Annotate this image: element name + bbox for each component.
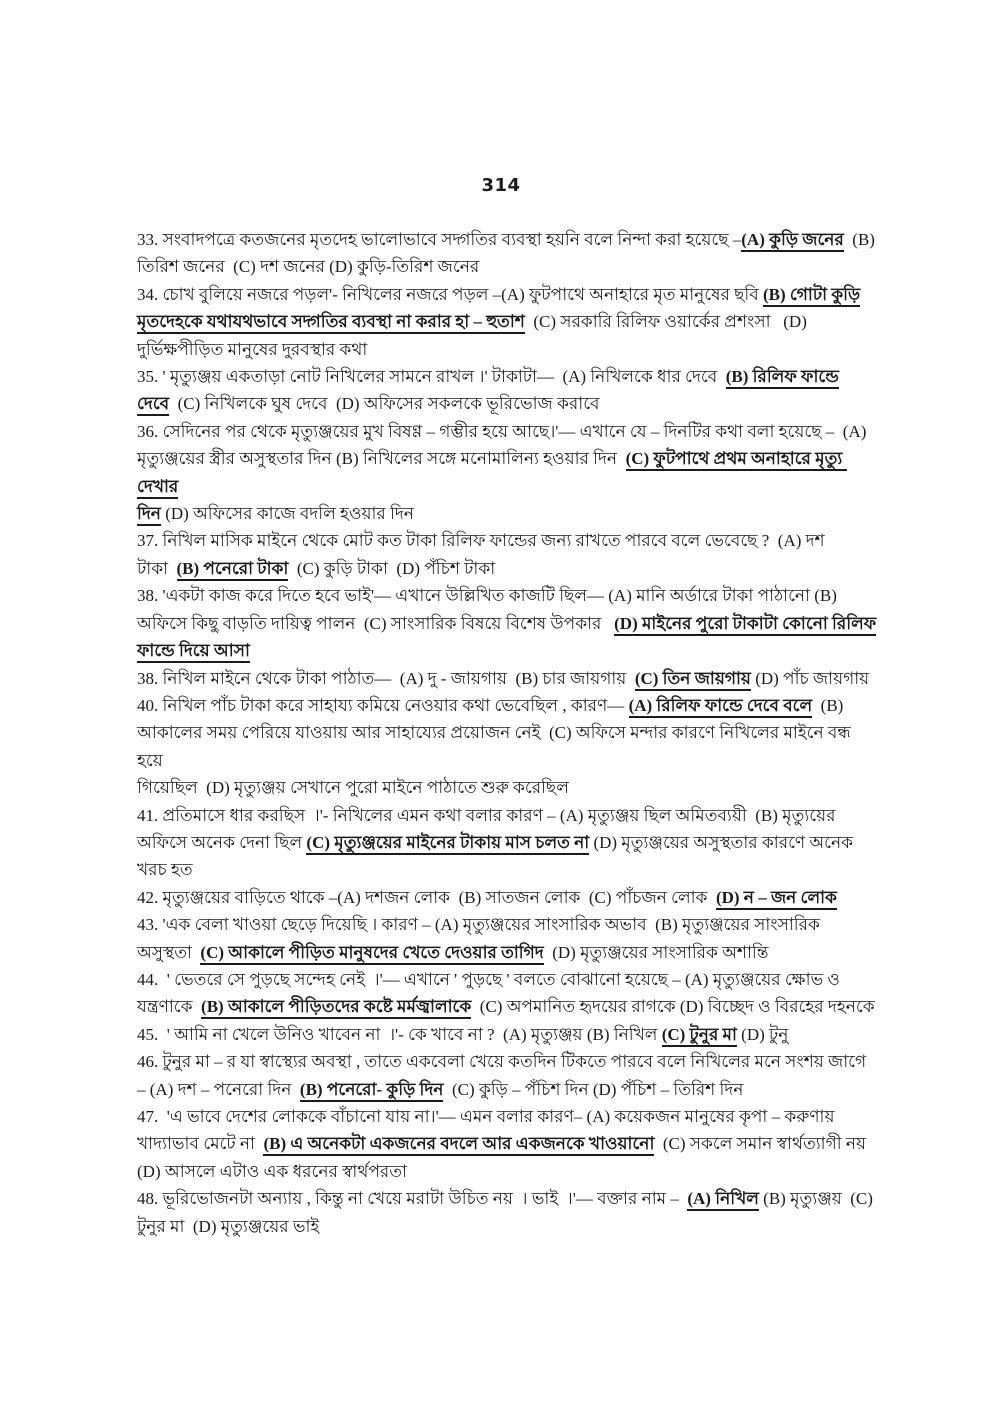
text-segment: 38. নিখিল মাইনে থেকে টাকা পাঠাত— (A) দু - জায়গায় (B) চার জায়গায় [137,668,635,688]
text-line [137,884,877,911]
question-text-block [137,226,877,1240]
text-segment: টাকা [137,558,177,578]
correct-answer-highlight: (C) টুনুর মা [662,1025,737,1047]
text-segment: 41. প্রতিমাসে ধার করছিস ।'- নিখিলের এমন কথা বলার কারণ – (A) মৃত্যুঞ্জয় ছিল অমিতব্যয়ী (B) মৃত্যুয়ের [137,805,836,825]
text-line [137,856,877,883]
text-line [137,665,877,692]
text-segment: যন্ত্রণাকে [137,997,202,1017]
text-segment: (D) পাঁচ জায়গায় [750,668,870,688]
correct-answer-highlight: (D) মাইনের পুরো টাকাটা কোনো রিলিফ [614,614,876,636]
text-line [137,719,877,774]
text-segment: (D) মৃত্যুঞ্জয়ের সাংসারিক অশান্তি [543,942,769,962]
text-segment: আকালের সময় পেরিয়ে যাওয়ায় আর সাহায্যের প্রয়োজন নেই (C) অফিসে মন্দার কারণে নিখিলের মাইনে বন্ধ হয়ে [137,723,856,770]
text-segment: 43. 'এক বেলা খাওয়া ছেড়ে দিয়েছি । কারণ – (A) মৃত্যুঞ্জয়ের সাংসারিক অভাব (B) মৃত্যুঞ্জয়ের সাংসারিক [137,915,820,935]
text-line [137,1130,877,1157]
text-segment: মৃত্যুঞ্জয়ের স্ত্রীর অসুস্থতার দিন (B) নিখিলের সঙ্গে মনোমালিন্য হওয়ার দিন [137,449,626,469]
text-segment: 47. 'এ ভাবে দেশের লোককে বাঁচানো যায় না।'— এমন বলার কারণ– (A) কয়েকজন মানুষের কৃপা – করুণায় [137,1107,835,1126]
text-segment: 38. 'একটা কাজ করে দিতে হবে ভাই'— এখানে উল্লিখিত কাজটি ছিল— (A) মানি অর্ডারে টাকা পাঠানো (B) [137,586,837,606]
text-line [137,418,877,445]
text-line [137,1048,877,1075]
text-line [137,363,877,390]
text-segment: – (A) দশ – পনেরো দিন [137,1079,300,1099]
text-segment: 35. ' মৃত্যুঞ্জয় একতাড়া নোট নিখিলের সামনে রাখল ।' টাকাটা— (A) নিখিলকে ধার দেবে [137,367,726,387]
text-line [137,253,877,280]
text-line [137,802,877,829]
text-line [137,939,877,966]
text-line [137,610,877,637]
text-segment: 33. সংবাদপত্রে কতজনের মৃতদেহ ভালোভাবে সদ্গতির ব্যবস্থা হয়নি বলে নিন্দা করা হয়েছে – [137,230,742,249]
correct-answer-highlight: (B) আকালে পীড়িতদের কষ্টে মর্মজ্বালাকে [201,997,471,1019]
text-segment: (C) কুড়ি টাকা (D) পঁচিশ টাকা [288,558,496,578]
text-line [137,911,877,938]
text-line [137,1021,877,1048]
text-segment: (D) টুনু [736,1024,789,1044]
text-line [137,308,877,335]
text-line [137,993,877,1020]
correct-answer-highlight: (B) গোটা কুড়ি [763,285,860,307]
text-segment: 44. ' ভেতরে সে পুড়ছে সন্দেহ নেই ।'— এখানে ' পুড়ছে ' বলতে বোঝানো হয়েছে – (A) মৃত্যুঞ্জয়ের ক্ষোভ ও [137,969,840,989]
text-line [137,1076,877,1103]
text-line [137,582,877,609]
text-segment: 36. সেদিনের পর থেকে মৃত্যুঞ্জয়ের মুখ বিষণ্ণ – গম্ভীর হয়ে আছে।'— এখানে যে – দিনটির কথা বলা হয়েছে – (A) [137,421,867,441]
correct-answer-highlight: দিন [137,504,161,526]
text-segment: (C) কুড়ি – পঁচিশ দিন (D) পঁচিশ – তিরিশ দিন [443,1079,744,1099]
text-segment: (C) সরকারি রিলিফ ওয়ার্কের প্রশংসা (D) [524,312,807,332]
text-segment: (B) [812,695,844,715]
correct-answer-highlight: (D) ন – জন লোক [716,888,837,910]
text-segment: (B) [843,230,875,249]
text-line [137,774,877,801]
text-line [137,555,877,582]
text-segment: তিরিশ জনের (C) দশ জনের (D) কুড়ি-তিরিশ জনের [137,257,480,277]
correct-answer-highlight: (B) এ অনেকটা একজনের বদলে আর একজনকে খাওয়ানো [263,1134,654,1156]
text-segment: (C) সকলে সমান স্বার্থত্যাগী নয় [654,1134,866,1154]
text-segment: (D) মৃত্যুঞ্জয়ের অসুস্থতার কারণে অনেক [589,832,854,852]
page-number: 314 [481,175,521,196]
text-line [137,829,877,856]
correct-answer-highlight: (C) তিন জায়গায় [635,669,751,691]
text-segment: দুর্ভিক্ষপীড়িত মানুষের দুরবস্থার কথা [137,339,368,359]
text-line [137,637,877,664]
correct-answer-highlight: (B) রিলিফ ফান্ডে [726,367,839,389]
correct-answer-highlight: (B) পনেরো- কুড়ি দিন [300,1080,444,1102]
text-line [137,336,877,363]
text-line [137,1185,877,1212]
correct-answer-highlight: মৃতদেহকে যথাযথভাবে সদ্গতির ব্যবস্থা না করার হা – হুতাশ [137,312,525,334]
correct-answer-highlight: (C) আকালে পীড়িত মানুষদের খেতে দেওয়ার তাগিদ [200,943,543,965]
text-segment: 34. চোখ বুলিয়ে নজরে পড়ল'- নিখিলের নজরে পড়ল –(A) ফুটপাথে অনাহারে মৃত মানুষের ছবি [137,284,763,304]
text-line [137,692,877,719]
text-line [137,281,877,308]
text-segment: (D) আসলে এটাও এক ধরনের স্বার্থপরতা [137,1161,407,1181]
text-line [137,1158,877,1185]
text-segment: 48. ভূরিভোজনটা অন্যায় , কিন্তু না খেয়ে মরাটা উচিত নয় । ভাই ।'— বক্তার নাম – [137,1189,688,1209]
correct-answer-highlight: (A) নিখিল [687,1189,759,1211]
text-segment: (B) মৃত্যুঞ্জয় (C) [758,1189,873,1209]
text-segment: খাদ্যাভাব মেটে না [137,1134,264,1154]
text-segment: (C) নিখিলকে ঘুষ দেবে (D) অফিসের সকলকে ভূরিভোজ করাবে [169,394,600,414]
text-segment: খরচ হত [137,860,193,880]
text-segment: (C) অপমানিত হৃদয়ের রাগকে (D) বিচ্ছেদ ও বিরহের দহনকে [471,997,875,1017]
correct-answer-highlight: (C) মৃত্যুঞ্জয়ের মাইনের টাকায় মাস চলত না [306,833,589,855]
text-line [137,1213,877,1240]
text-segment: অসুস্থতা [137,942,201,962]
text-segment: 45. ' আমি না খেলে উনিও খাবেন না ।'- কে খাবে না ? (A) মৃত্যুঞ্জয় (B) নিখিল [137,1024,662,1044]
correct-answer-highlight: (B) পনেরো টাকা [177,559,289,581]
text-line [137,390,877,417]
correct-answer-highlight: (C) ফুটপাথে প্রথম অনাহারে মৃত্যু দেখার [137,449,847,498]
text-segment: টুনুর মা (D) মৃত্যুঞ্জয়ের ভাই [137,1216,320,1236]
text-segment: অফিসে কিছু বাড়তি দায়িত্ব পালন (C) সাংসারিক বিষয়ে বিশেষ উপকার [137,613,615,633]
text-line [137,966,877,993]
text-line [137,1103,877,1130]
text-segment: 40. নিখিল পাঁচ টাকা করে সাহায্য কমিয়ে নেওয়ার কথা ভেবেছিল , কারণ— [137,695,629,715]
text-segment: 42. মৃত্যুঞ্জয়ের বাড়িতে থাকে –(A) দশজন লোক (B) সাতজন লোক (C) পাঁচজন লোক [137,887,716,907]
text-segment: অফিসে অনেক দেনা ছিল [137,832,307,852]
text-line [137,226,877,253]
text-segment: (D) অফিসের কাজে বদলি হওয়ার দিন [160,504,414,524]
text-segment: 37. নিখিল মাসিক মাইনে থেকে মোট কত টাকা রিলিফ ফান্ডের জন্য রাখতে পারবে বলে ভেবেছে ? (A) দশ [137,531,825,551]
text-line [137,527,877,554]
text-line [137,500,877,527]
text-segment: গিয়েছিল (D) মৃত্যুঞ্জয় সেখানে পুরো মাইনে পাঠাতে শুরু করেছিল [137,778,569,798]
text-segment: 46. টুনুর মা – র যা স্বাস্থ্যের অবস্থা , তাতে একবেলা খেয়ে কতদিন টিকতে পারবে বলে নিখিলের মনে সংশয় জাগে [137,1052,867,1072]
correct-answer-highlight: ফান্ডে দিয়ে আসা [137,641,250,663]
text-line [137,445,877,500]
correct-answer-highlight: (A) কুড়ি জনের [741,230,844,252]
correct-answer-highlight: (A) রিলিফ ফান্ডে দেবে বলে [629,696,813,718]
correct-answer-highlight: দেবে [137,394,169,416]
